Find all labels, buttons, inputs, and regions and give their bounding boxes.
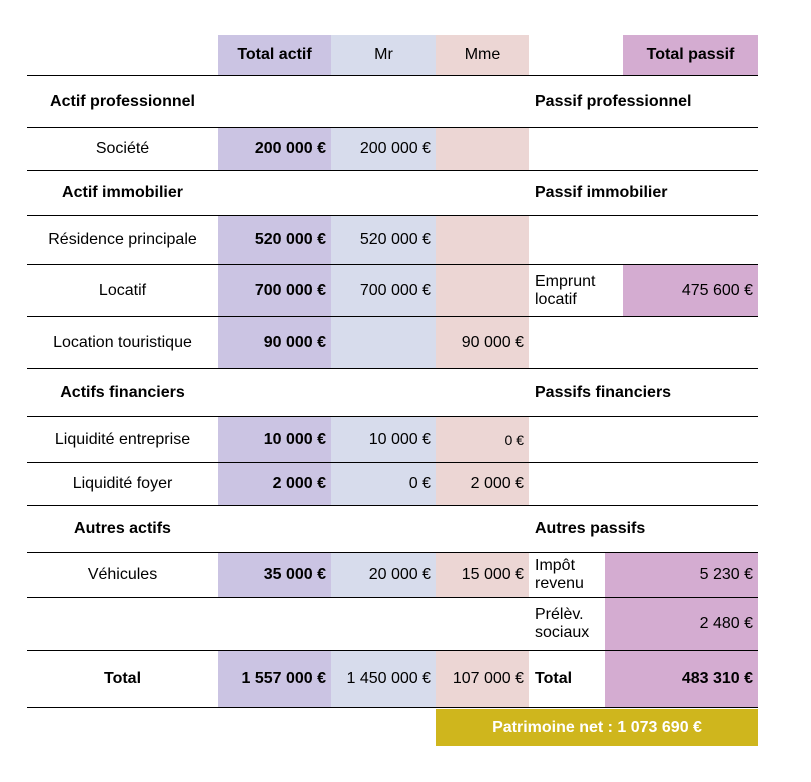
row-label-vehicules: Véhicules bbox=[87, 566, 158, 583]
passif-label-emprunt-locatif: Emprunt locatif bbox=[535, 272, 596, 308]
section-autres-passifs: Autres passifs bbox=[535, 520, 646, 537]
residence-total: 520 000 € bbox=[218, 216, 331, 264]
total-mr-value: 1 450 000 € bbox=[331, 651, 436, 707]
passif-total-label: Total bbox=[535, 670, 573, 687]
row-label-residence: Résidence principale bbox=[48, 231, 197, 248]
liquidite-foyer-mme: 2 000 € bbox=[436, 463, 529, 505]
vehicules-mr: 20 000 € bbox=[331, 553, 436, 597]
societe-total: 200 000 € bbox=[218, 128, 331, 170]
touristique-mr bbox=[331, 317, 436, 368]
section-passif-professionnel: Passif professionnel bbox=[535, 92, 692, 110]
locatif-total: 700 000 € bbox=[218, 265, 331, 316]
prelev-sociaux-value: 2 480 € bbox=[699, 615, 753, 632]
locatif-mr: 700 000 € bbox=[331, 265, 436, 316]
section-passif-immobilier: Passif immobilier bbox=[535, 184, 668, 201]
header-total-actif: Total actif bbox=[218, 35, 331, 75]
section-passifs-financiers: Passifs financiers bbox=[535, 383, 672, 401]
touristique-total: 90 000 € bbox=[218, 317, 331, 368]
liquidite-foyer-mr: 0 € bbox=[331, 463, 436, 505]
section-actif-professionnel: Actif professionnel bbox=[50, 92, 195, 110]
liquidite-entreprise-mr: 10 000 € bbox=[331, 417, 436, 462]
liquidite-entreprise-total: 10 000 € bbox=[218, 417, 331, 462]
impot-revenu-value: 5 230 € bbox=[699, 566, 753, 583]
row-label-societe: Société bbox=[95, 140, 150, 157]
header-total-passif: Total passif bbox=[623, 35, 758, 75]
row-label-total: Total bbox=[103, 670, 142, 687]
residence-mr: 520 000 € bbox=[331, 216, 436, 264]
total-mme-value: 107 000 € bbox=[436, 651, 529, 707]
header-mr: Mr bbox=[331, 35, 436, 75]
row-label-liquidite-foyer: Liquidité foyer bbox=[72, 475, 173, 492]
row-label-liquidite-entreprise: Liquidité entreprise bbox=[54, 430, 191, 448]
societe-mr: 200 000 € bbox=[331, 128, 436, 170]
residence-mme bbox=[436, 216, 529, 264]
passif-label-impot-revenu: Impôt revenu bbox=[535, 557, 584, 592]
liquidite-entreprise-mme: 0 € bbox=[436, 417, 529, 462]
total-passif-value: 483 310 € bbox=[605, 651, 758, 707]
liquidite-foyer-total: 2 000 € bbox=[218, 463, 331, 505]
emprunt-locatif-value: 475 600 € bbox=[623, 265, 758, 316]
section-actif-immobilier: Actif immobilier bbox=[62, 184, 183, 201]
societe-mme bbox=[436, 128, 529, 170]
row-label-locatif: Locatif bbox=[98, 281, 147, 299]
section-actifs-financiers: Actifs financiers bbox=[60, 383, 185, 401]
patrimoine-net-banner: Patrimoine net : 1 073 690 € bbox=[436, 709, 758, 746]
total-actif-value: 1 557 000 € bbox=[218, 651, 331, 707]
passif-label-prelev-sociaux: Prélèv. sociaux bbox=[535, 606, 590, 641]
vehicules-total: 35 000 € bbox=[218, 553, 331, 597]
touristique-mme: 90 000 € bbox=[436, 317, 529, 368]
divider bbox=[27, 707, 758, 708]
vehicules-mme: 15 000 € bbox=[436, 553, 529, 597]
header-mme: Mme bbox=[436, 35, 529, 75]
locatif-mme bbox=[436, 265, 529, 316]
row-label-touristique: Location touristique bbox=[53, 333, 192, 351]
section-autres-actifs: Autres actifs bbox=[74, 520, 171, 537]
